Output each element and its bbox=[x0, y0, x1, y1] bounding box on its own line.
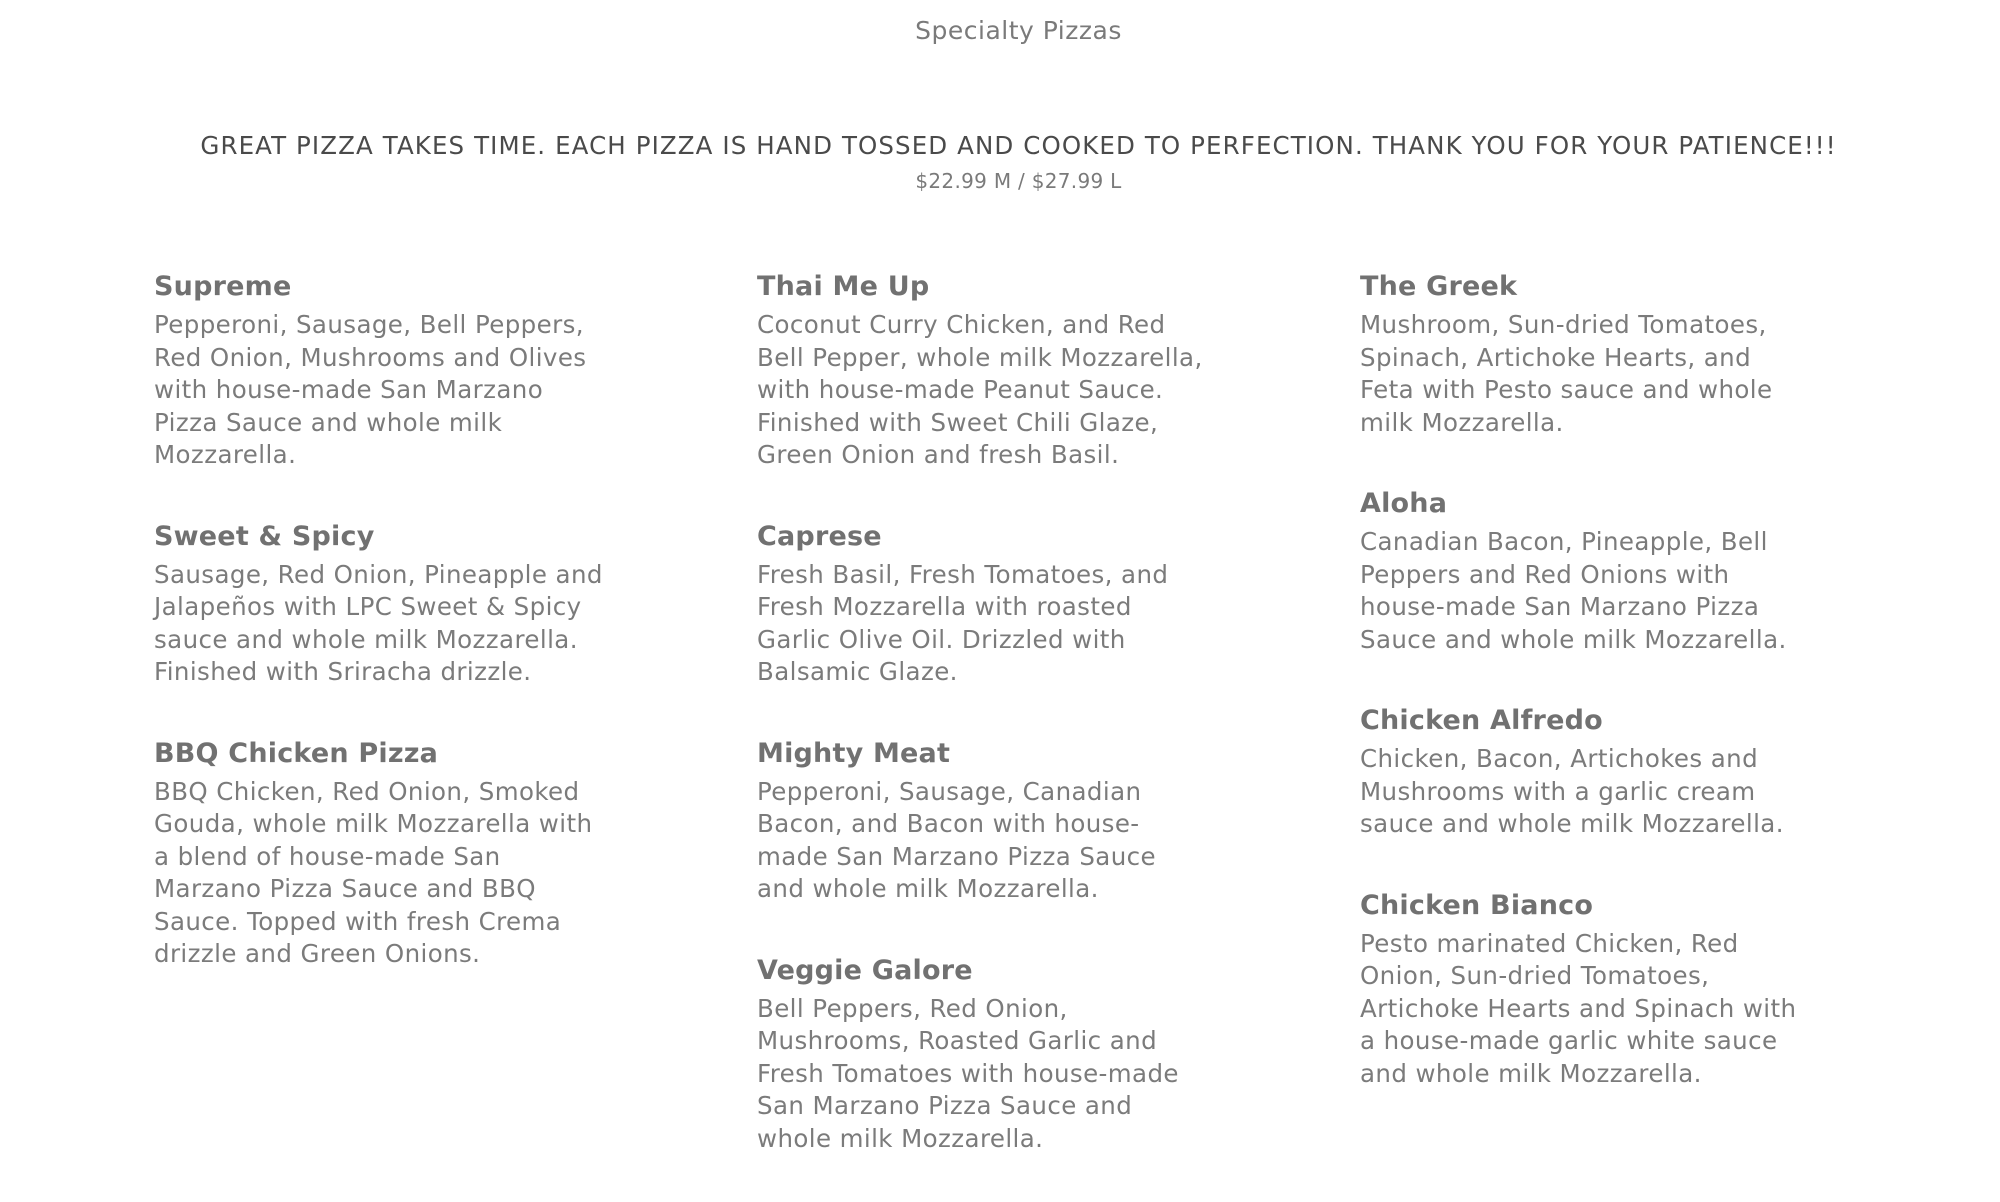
tagline: GREAT PIZZA TAKES TIME. EACH PIZZA IS HAND TOSSED AND COOKED TO PERFECTION. THANK YOU FOR YOUR PATIENCE!!! bbox=[200, 131, 1837, 160]
page-title: Specialty Pizzas bbox=[915, 16, 1122, 45]
item-name: Chicken Alfredo bbox=[1360, 705, 1603, 736]
item-description: Chicken, Bacon, Artichokes and Mushrooms with a garlic cream sauce and whole milk Mozzarella. bbox=[1360, 744, 1784, 838]
menu-column-2 bbox=[757, 269, 1207, 1202]
item-description: Coconut Curry Chicken, and Red Bell Pepper, whole milk Mozzarella, with house-made Peanut Sauce. Finished with Sweet Chili Glaze, Green Onion and fresh Basil. bbox=[757, 310, 1203, 469]
item-description: Pesto marinated Chicken, Red Onion, Sun-dried Tomatoes, Artichoke Hearts and Spinach with a house-made garlic white sauce and whole milk Mozzarella. bbox=[1360, 928, 1797, 1088]
item-description: Pepperoni, Sausage, Bell Peppers, Red Onion, Mushrooms and Olives with house-made San Marzano Pizza Sauce and whole milk Mozzarella. bbox=[154, 310, 587, 469]
item-description: Mushroom, Sun-dried Tomatoes, Spinach, Artichoke Hearts, and Feta with Pesto sauce and whole milk Mozzarella. bbox=[1360, 310, 1773, 437]
item-description: Fresh Basil, Fresh Tomatoes, and Fresh Mozzarella with roasted Garlic Olive Oil. Drizzled with Balsamic Glaze. bbox=[757, 559, 1169, 686]
item-description: Bell Peppers, Red Onion, Mushrooms, Roasted Garlic and Fresh Tomatoes with house-made San Marzano Pizza Sauce and whole milk Mozzarella. bbox=[757, 993, 1179, 1153]
item-description: Canadian Bacon, Pineapple, Bell Peppers and Red Onions with house-made San Marzano Pizza Sauce and whole milk Mozzarella. bbox=[1360, 527, 1787, 654]
menu-item bbox=[1360, 269, 1810, 439]
menu-item bbox=[757, 519, 1207, 689]
menu-column-1 bbox=[154, 269, 604, 1202]
item-name: Veggie Galore bbox=[757, 954, 973, 986]
item-name: Sweet & Spicy bbox=[154, 520, 375, 552]
menu-item bbox=[1360, 486, 1810, 656]
menu-item bbox=[757, 953, 1207, 1156]
item-description: Sausage, Red Onion, Pineapple and Jalapeños with LPC Sweet & Spicy sauce and whole milk Mozzarella. Finished with Sriracha drizzle. bbox=[154, 559, 603, 686]
item-name: Chicken Bianco bbox=[1360, 889, 1594, 921]
item-name: Mighty Meat bbox=[757, 737, 951, 769]
item-description: BBQ Chicken, Red Onion, Smoked Gouda, whole milk Mozzarella with a blend of house-made San Marzano Pizza Sauce and BBQ Sauce. Topped with fresh Crema drizzle and Green Onions. bbox=[154, 776, 593, 968]
menu-item bbox=[1360, 888, 1810, 1091]
menu-item bbox=[1360, 703, 1810, 841]
item-name: Thai Me Up bbox=[757, 271, 930, 302]
menu-column-3 bbox=[1360, 269, 1810, 1202]
item-name: Supreme bbox=[154, 271, 292, 302]
pricing: $22.99 M / $27.99 L bbox=[915, 169, 1122, 193]
item-name: Caprese bbox=[757, 520, 882, 552]
item-name: The Greek bbox=[1360, 271, 1518, 302]
menu-item bbox=[154, 736, 604, 971]
menu bbox=[154, 269, 1954, 1202]
item-name: Aloha bbox=[1360, 488, 1448, 519]
item-description: Pepperoni, Sausage, Canadian Bacon, and Bacon with house-made San Marzano Pizza Sauce and whole milk Mozzarella. bbox=[757, 776, 1156, 903]
menu-item bbox=[154, 519, 604, 689]
menu-item bbox=[154, 269, 604, 472]
menu-item bbox=[757, 736, 1207, 906]
menu-item bbox=[757, 269, 1207, 472]
item-name: BBQ Chicken Pizza bbox=[154, 737, 439, 769]
